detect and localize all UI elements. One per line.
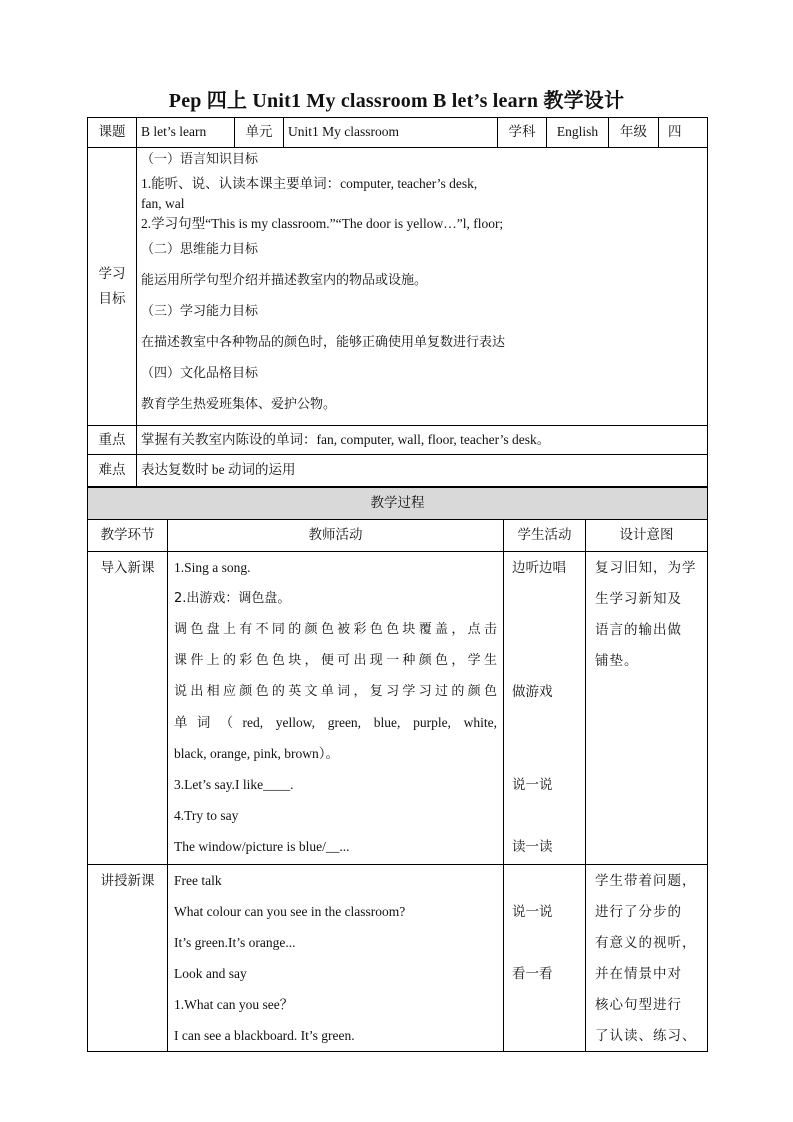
lesson-info-table [87,117,708,487]
student-line [512,738,581,769]
teacher-line: 单词（red, yellow, green, blue, purple, white, [174,715,497,730]
stage-new-lesson [88,865,168,1052]
student-line [512,645,581,676]
design-intent-new-lesson [586,865,708,1052]
student-line: 说一说 [512,904,553,919]
goal-line-5: 在描述教室中各种物品的颜色时，能够正确使用单复数进行表达 [141,335,506,350]
intent-line: 铺垫。 [595,653,639,668]
teacher-line: 说出相应颜色的英文单词，复习学习过的颜色 [174,684,497,699]
goals-label [88,148,137,426]
teacher-line: What colour can you see in the classroom? [174,904,406,919]
intent-line: 语言的输出做 [595,622,682,637]
grade-value: 四 [659,118,708,148]
goal-line-2: fan, wal [141,196,185,211]
goal-line-3: 2.学习句型“This is my classroom.”“The door is yellow…”l, floor; [141,216,504,231]
unit-label: 单元 [235,118,284,148]
goals-content [137,148,708,426]
student-activity-new-lesson [504,865,586,1052]
teacher-line: 1.What can you see？ [174,997,294,1012]
key-point-label: 重点 [88,426,137,455]
col-header-student: 学生活动 [504,520,586,552]
difficulty-label: 难点 [88,455,137,487]
teacher-line: It’s green.It’s orange... [174,935,296,950]
student-line [512,800,581,831]
goal-heading-1: （一）语言知识目标 [141,152,259,167]
student-line: 说一说 [512,777,553,792]
teacher-line: 2.出游戏：调色盘。 [174,591,291,606]
subject-label: 学科 [498,118,547,148]
teacher-activity-new-lesson [168,865,504,1052]
document-title: Pep 四上 Unit1 My classroom B let’s learn 教学设计 [168,90,625,112]
intent-line: 进行了分步的 [595,904,682,919]
intent-line: 生学习新知及 [595,591,682,606]
design-intent-intro [586,552,708,865]
teacher-line: I can see a blackboard. It’s green. [174,1028,355,1043]
goals-label-line2: 目标 [98,290,126,306]
teacher-line: 3.Let’s say.I like____. [174,777,294,792]
topic-label: 课题 [88,118,137,148]
student-line [512,1020,581,1051]
stage-new-lesson-label: 讲授新课 [100,873,155,888]
student-line: 看一看 [512,966,553,981]
teaching-process-table [87,487,708,1052]
student-line: 读一读 [512,839,553,854]
col-header-stage: 教学环节 [88,520,168,552]
goal-heading-4: （四）文化品格目标 [141,366,259,381]
teacher-line: 课件上的彩色色块，便可出现一种颜色，学生 [174,653,497,668]
student-line [512,865,581,896]
student-line [512,989,581,1020]
difficulty-text: 表达复数时 be 动词的运用 [137,455,708,487]
key-point-text: 掌握有关教室内陈设的单词：fan, computer, wall, floor, teacher’s desk。 [137,426,708,455]
goal-heading-3: （三）学习能力目标 [141,304,259,319]
student-activity-intro [504,552,586,865]
student-line [512,707,581,738]
student-line [512,614,581,645]
intent-line: 学生带着问题， [595,873,697,888]
stage-intro [88,552,168,865]
col-header-teacher: 教师活动 [168,520,504,552]
intent-line: 核心句型进行 [595,997,682,1012]
intent-line: 复习旧知，为学 [595,560,697,575]
stage-intro-label: 导入新课 [100,560,155,575]
teacher-line: 调色盘上有不同的颜色被彩色色块覆盖，点击 [174,622,497,637]
goals-label-line1: 学习 [98,265,126,281]
col-header-intent: 设计意图 [586,520,708,552]
teacher-line: black, orange, pink, brown）。 [174,746,339,761]
teacher-line: 1.Sing a song. [174,560,251,575]
teacher-line: The window/picture is blue/__... [174,839,350,854]
unit-value: Unit1 My classroom [284,118,498,148]
grade-label: 年级 [609,118,659,148]
teacher-line: Look and say [174,966,247,981]
subject-value: English [547,118,609,148]
topic-value: B let’s learn [137,118,235,148]
goal-line-1: 1.能听、说、认读本课主要单词：computer, teacher’s desk, [141,176,478,191]
goal-line-6: 教育学生热爱班集体、爱护公物。 [141,397,337,412]
goal-line-4: 能运用所学句型介绍并描述教室内的物品或设施。 [141,273,428,288]
intent-line: 有意义的视听， [595,935,697,950]
goal-heading-2: （二）思维能力目标 [141,242,259,257]
teacher-line: 4.Try to say [174,808,239,823]
intent-line: 并在情景中对 [595,966,682,981]
student-line [512,583,581,614]
teacher-activity-intro [168,552,504,865]
intent-line: 了认读、练习、 [595,1028,697,1043]
student-line: 边听边唱 [512,560,566,575]
process-band-title: 教学过程 [88,488,708,520]
teacher-line: Free talk [174,873,222,888]
student-line: 做游戏 [512,684,553,699]
student-line [512,927,581,958]
